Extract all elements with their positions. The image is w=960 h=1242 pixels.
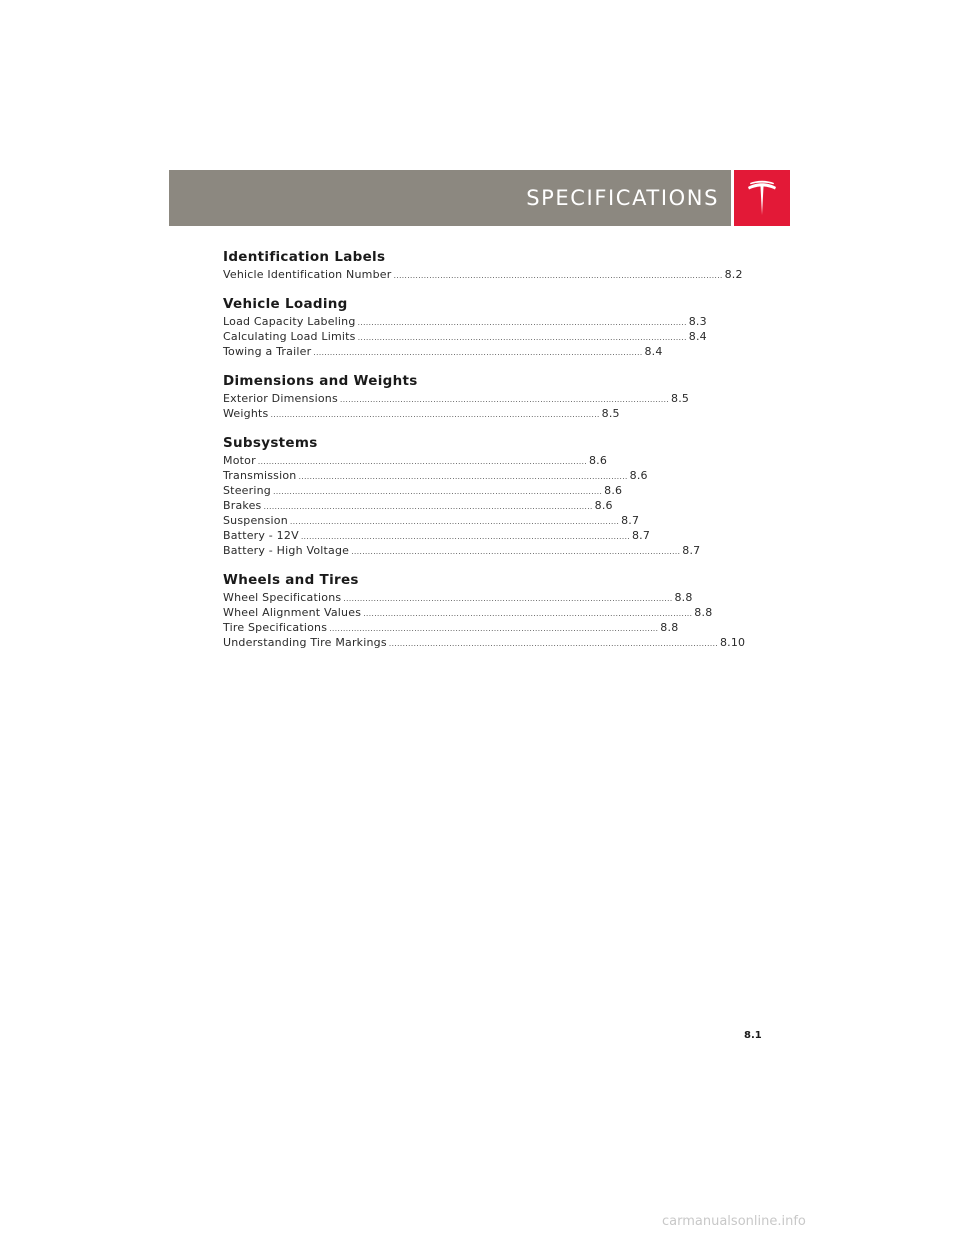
toc-entry-label: Weights [223,407,269,420]
toc-leader-dots: ........................................................................................................................ [263,502,593,511]
toc-leader-dots: ........................................................................................................................ [357,318,687,327]
toc-entry-page: 8.4 [644,345,663,358]
toc-entry[interactable] [223,513,640,528]
toc-entry-label: Brakes [223,499,262,512]
toc-entry-page: 8.6 [604,484,623,497]
toc-entry-label: Exterior Dimensions [223,392,338,405]
toc-entry-page: 8.7 [621,514,640,527]
toc-leader-dots: ........................................................................................................................ [257,457,587,466]
toc-entry[interactable] [223,635,746,650]
toc-entry-label: Suspension [223,514,288,527]
toc-entry-page: 8.8 [694,606,713,619]
toc-section [223,296,707,359]
toc-entry-page: 8.2 [724,268,743,281]
toc-entry-label: Understanding Tire Markings [223,636,387,649]
toc-leader-dots: ........................................................................................................................ [272,487,603,496]
toc-entry-label: Battery - High Voltage [223,544,350,557]
toc-entry-label: Wheel Alignment Values [223,606,362,619]
toc-entry-page: 8.6 [594,499,613,512]
toc-section-title: Identification Labels [223,249,386,265]
toc-entry[interactable] [223,468,648,483]
toc-entry-page: 8.6 [629,469,648,482]
toc-entry[interactable] [223,620,679,635]
toc-entry-page: 8.4 [688,330,707,343]
toc-leader-dots: ........................................................................................................................ [289,517,620,526]
toc-leader-dots: ........................................................................................................................ [357,333,687,342]
toc-entry-label: Load Capacity Labeling [223,315,356,328]
toc-entry-label: Motor [223,454,256,467]
toc-entry-label: Vehicle Identification Number [223,268,392,281]
toc-entry-page: 8.8 [660,621,679,634]
toc-entry[interactable] [223,329,707,344]
toc-section-title: Dimensions and Weights [223,373,418,389]
toc-leader-dots: ........................................................................................................................ [298,472,628,481]
toc-entry-page: 8.3 [688,315,707,328]
toc-leader-dots: ........................................................................................................................ [351,547,681,556]
toc-leader-dots: ........................................................................................................................ [329,624,659,633]
page-number: 8.1 [744,1030,762,1041]
toc-section-title: Wheels and Tires [223,572,359,588]
toc-entry[interactable] [223,543,701,558]
toc-leader-dots: ........................................................................................................................ [270,410,600,419]
watermark: carmanualsonline.info [662,1214,806,1229]
toc-entry[interactable] [223,605,713,620]
tesla-logo-icon [734,170,790,226]
toc-entry-page: 8.5 [671,392,690,405]
toc-entry-page: 8.7 [631,529,651,542]
toc-section-title: Vehicle Loading [223,296,348,312]
toc-entry[interactable] [223,267,743,282]
tesla-logo-svg [734,170,790,226]
toc-entry[interactable] [223,314,707,329]
toc-leader-dots: ........................................................................................................................ [388,639,718,648]
toc-leader-dots: ........................................................................................................................ [339,395,670,404]
toc-leader-dots: ........................................................................................................................ [343,594,673,603]
toc-entry-page: 8.10 [719,636,746,649]
toc-entry[interactable] [223,483,623,498]
toc-section-title: Subsystems [223,435,318,451]
toc-leader-dots: ........................................................................................................................ [313,348,643,357]
chapter-header-bar [169,170,731,226]
toc-entry-label: Battery - 12V [223,529,299,542]
table-of-contents [223,249,746,664]
toc-entry-page: 8.6 [588,454,608,467]
toc-entry-label: Transmission [223,469,297,482]
toc-entry-label: Tire Specifications [223,621,328,634]
toc-entry[interactable] [223,344,663,359]
toc-leader-dots: ........................................................................................................................ [363,609,693,618]
toc-entry[interactable] [223,406,620,421]
toc-leader-dots: ........................................................................................................................ [393,271,723,280]
toc-entry-label: Calculating Load Limits [223,330,356,343]
toc-entry[interactable] [223,528,651,543]
toc-entry-page: 8.5 [601,407,620,420]
toc-entry[interactable] [223,391,690,406]
toc-section [223,435,701,558]
toc-entry-page: 8.8 [674,591,693,604]
toc-entry-page: 8.7 [682,544,701,557]
toc-entry-label: Towing a Trailer [223,345,312,358]
toc-section [223,373,690,421]
toc-section [223,249,743,282]
toc-entry[interactable] [223,498,613,513]
toc-entry[interactable] [223,590,693,605]
toc-section [223,572,746,650]
toc-leader-dots: ........................................................................................................................ [300,532,630,541]
toc-entry[interactable] [223,453,608,468]
chapter-title: SPECIFICATIONS [526,186,719,210]
toc-entry-label: Steering [223,484,271,497]
toc-entry-label: Wheel Specifications [223,591,342,604]
